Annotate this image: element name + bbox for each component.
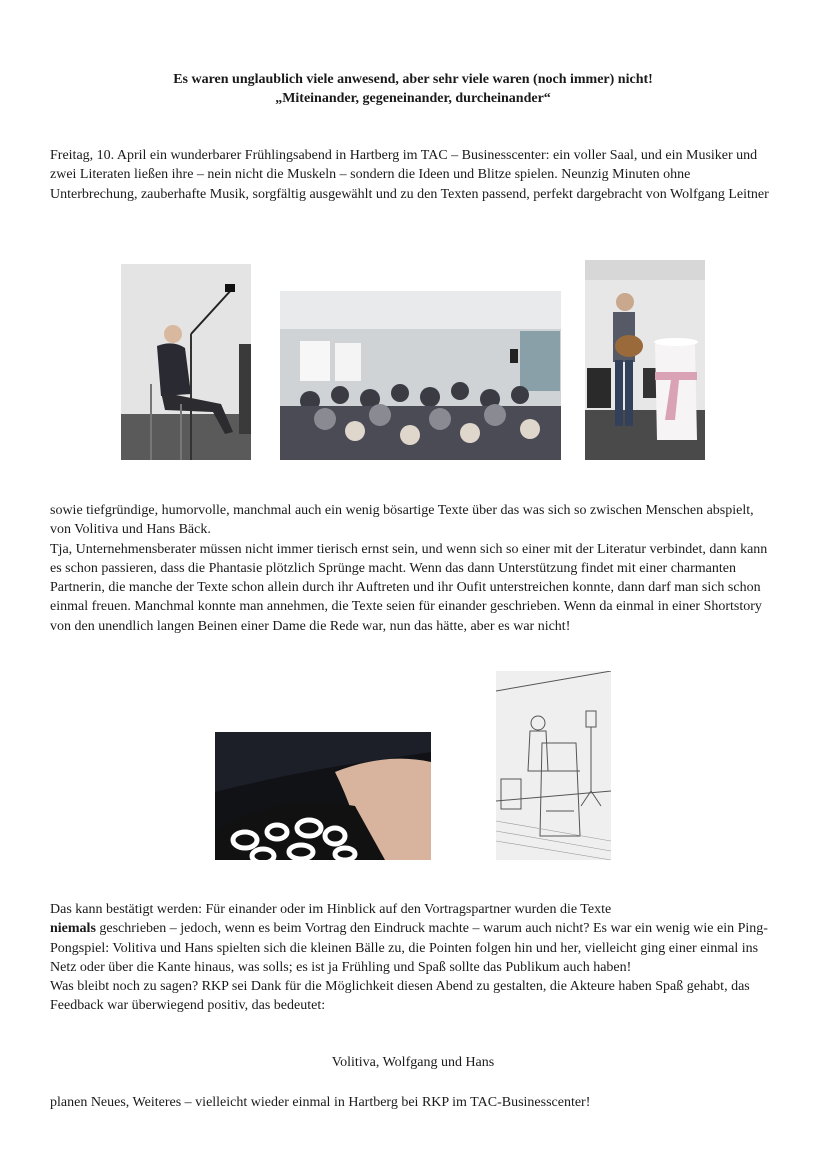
middle-paragraph [50, 501, 778, 636]
middle-line-1: sowie tiefgründige, humorvolle, manchmal auch ein wenig bösartige Texte über das was sich so zwischen Menschen abspielt, von Volitiva und Hans Bäck. [50, 503, 754, 538]
closing-part-1: Das kann bestätigt werden: Für einander oder im Hinblick auf den Vortragspartner wurden die Texte [50, 902, 612, 917]
closing-bold-word: niemals [50, 921, 96, 937]
final-line: planen Neues, Weiteres – vielleicht wieder einmal in Hartberg bei RKP im TAC-Businesscenter! [50, 1095, 591, 1110]
photo-audience-hall [280, 291, 561, 460]
names-line: Volitiva, Wolfgang und Hans [331, 1055, 495, 1070]
title-line-2: „Miteinander, gegeneinander, durcheinander“ [275, 91, 551, 106]
intro-paragraph: Freitag, 10. April ein wunderbarer Frühlingsabend in Hartberg im TAC – Businesscenter: ein voller Saal, und ein Musiker und zwei Literaten ließen ihre – nein nicht die Muskeln – sondern die Ideen und Blitze spielen. Neunzig Minuten ohne Unterbrechung, zauberhafte Musik, sorgfältig ausgewählt und zu den Texten passend, perfekt dargebracht von Wolfgang Leitner [50, 148, 769, 202]
middle-line-2: Tja, Unternehmensberater müssen nicht immer tierisch ernst sein, und wenn sich so einer mit der Literatur verbindet, dann kann es schon passieren, dass die Phantasie plötzlich Sprünge macht. Wenn das dann Unterstützung findet mit einer charmanten Partnerin, die manche der Texte schon allein durch ihr Auftreten und ihr Oufit unterstreichen konnte, dann darf man sich schon einmal freuen. Manchmal konnte man annehmen, die Texte seien für einander geschrieben. Wenn da einmal in einer Shortstory von den unendlich langen Beinen einer Dame die Rede war, nun das hätte, aber es war nicht! [50, 541, 768, 634]
photo-guitarist [585, 260, 705, 460]
photo-sketch-performer [496, 671, 611, 860]
closing-part-2: geschrieben – jedoch, wenn es beim Vortrag den Eindruck machte – warum auch nicht? Es war ein wenig wie ein Ping-Pongspiel: Volitiva und Hans spielten sich die kleinen Bälle zu, die Pointen folgen hin und her, vielleicht ging einer einmal ins Netz oder über die Kante hinaus, was solls; es ist ja Frühling und Spaß sollte das Publikum auch haben! [50, 921, 768, 975]
photo-seated-reader [121, 264, 251, 460]
page-title [0, 70, 826, 108]
title-line-1: Es waren unglaublich viele anwesend, aber sehr viele waren (noch immer) nicht! [173, 72, 653, 87]
closing-paragraph [50, 900, 778, 1016]
closing-part-3: Was bleibt noch zu sagen? RKP sei Dank für die Möglichkeit diesen Abend zu gestalten, die Akteure haben Spaß gehabt, das Feedback war überwiegend positiv, das bedeutet: [50, 979, 750, 1014]
photo-dress-closeup [215, 732, 431, 860]
